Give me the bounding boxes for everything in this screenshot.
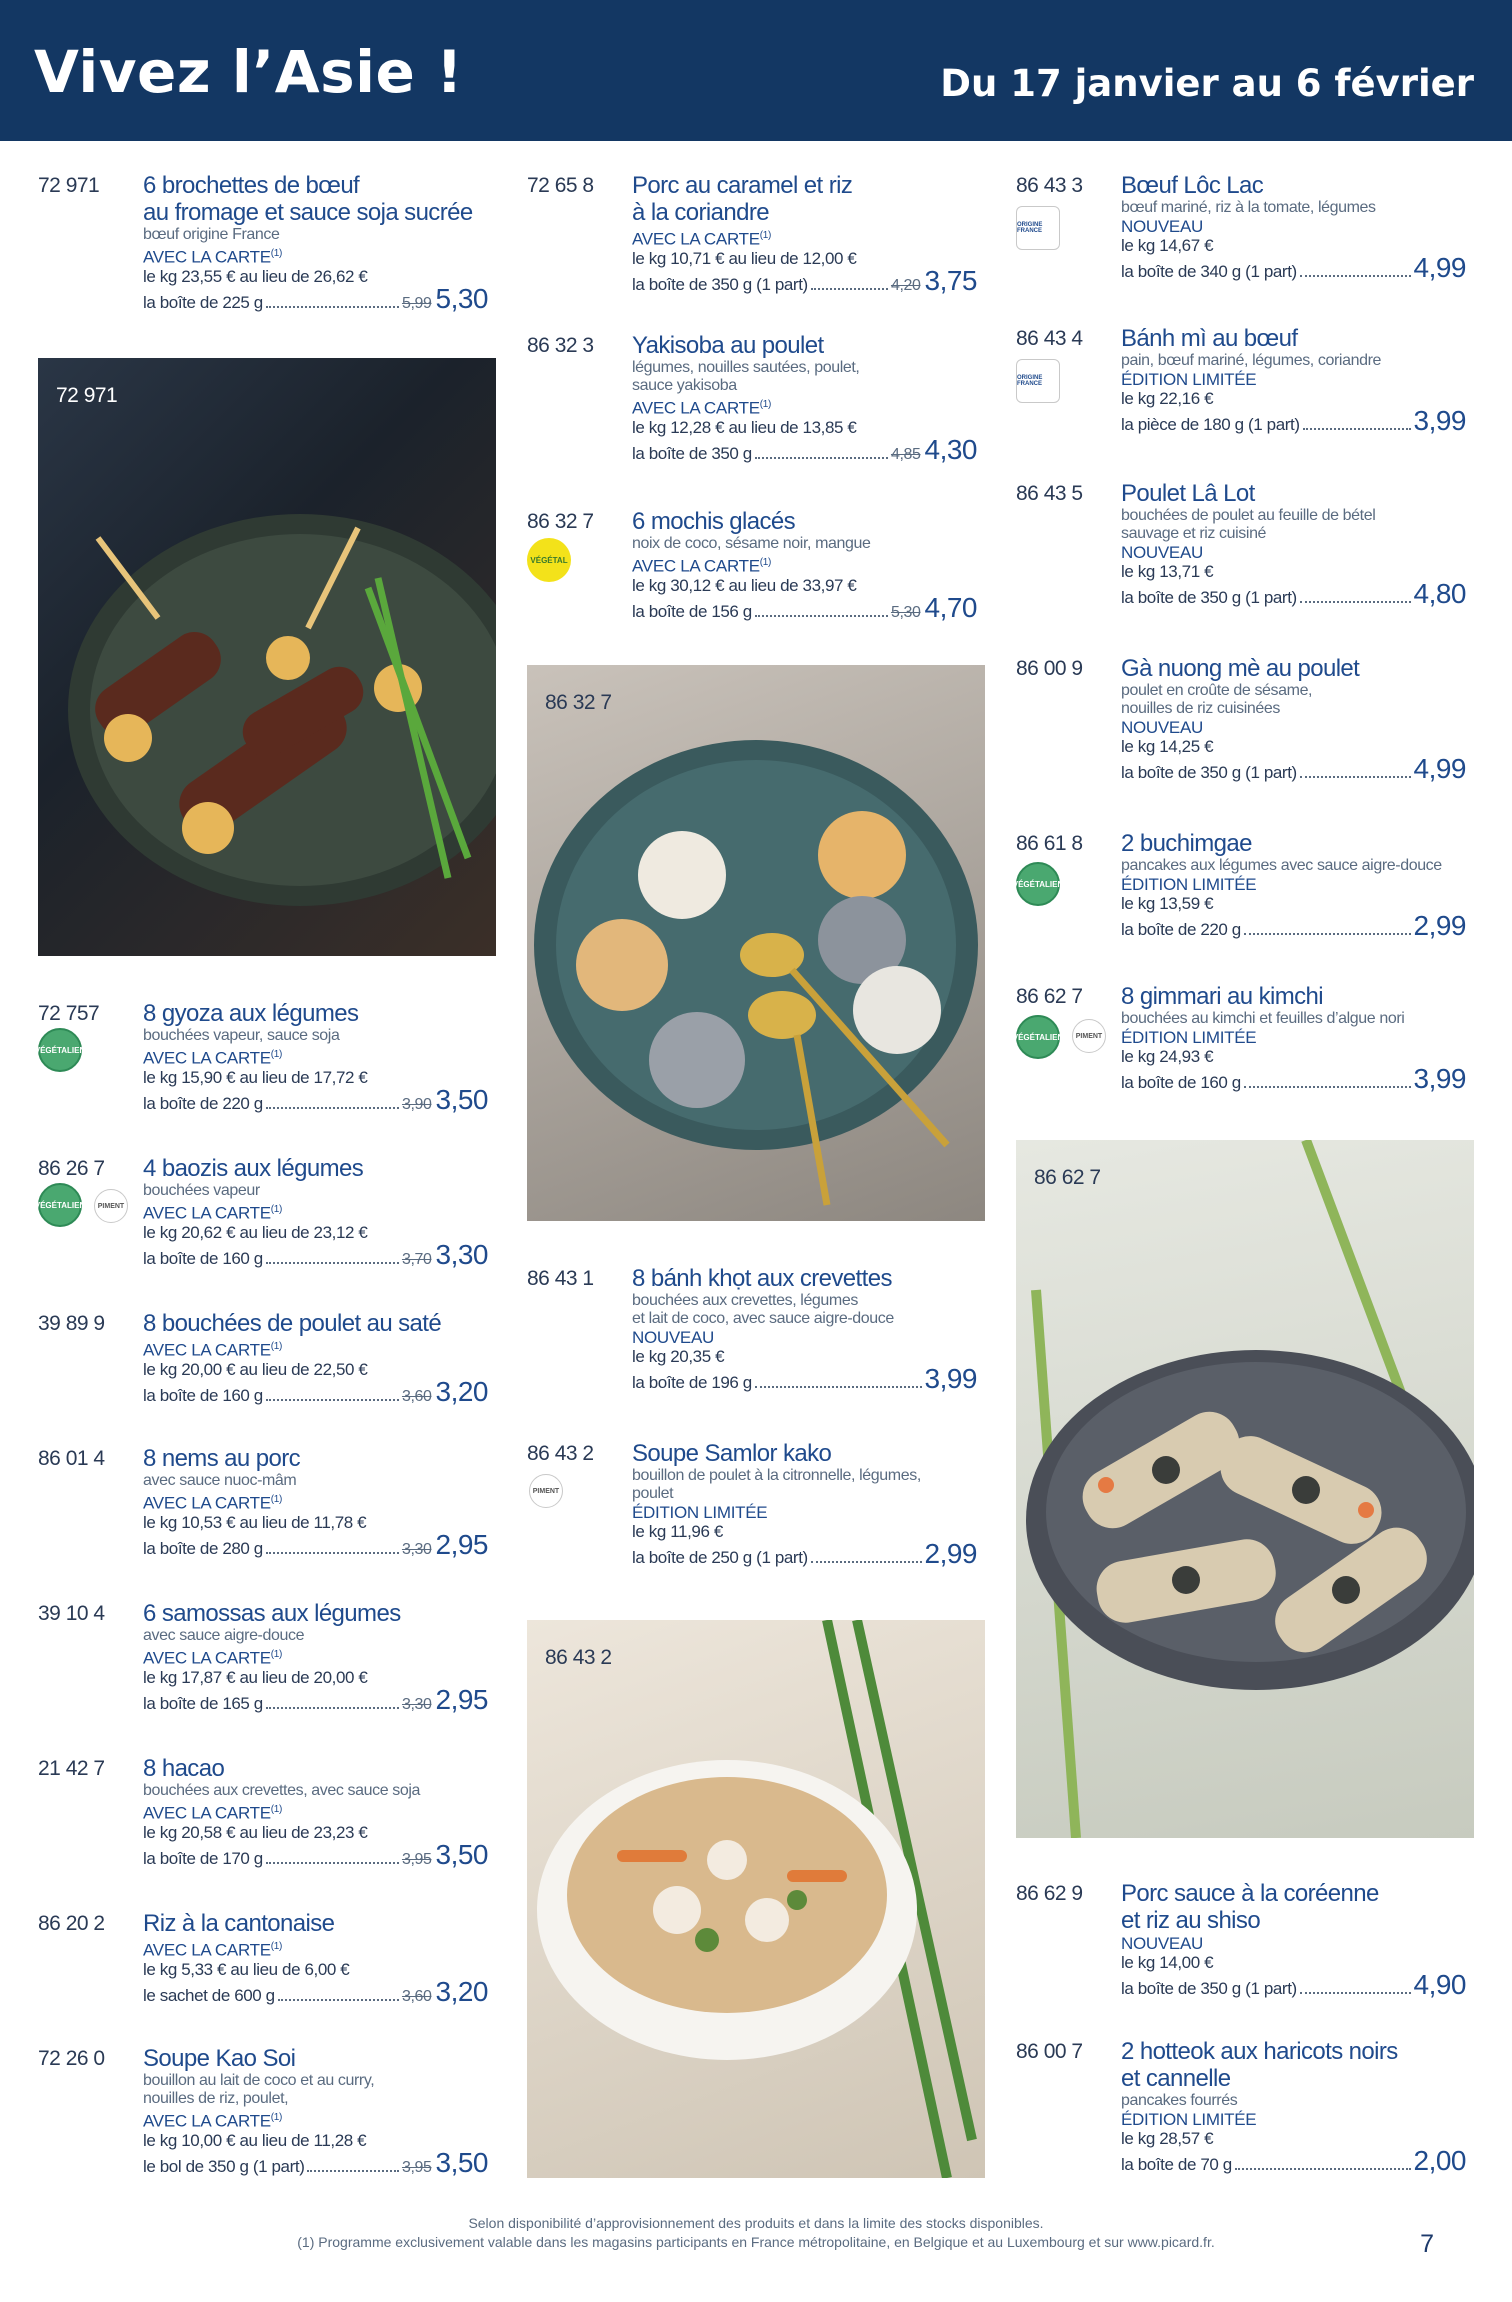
product-old-price: 4,20 (890, 276, 921, 294)
pepper-icon: PIMENT (1072, 1019, 1106, 1053)
product-price: 3,50 (435, 2146, 488, 2178)
product-price: 2,99 (1413, 910, 1466, 941)
product-old-price: 3,95 (401, 1850, 432, 1868)
product-code: 86 62 7 (1016, 985, 1083, 1008)
product-code: 86 20 2 (38, 1912, 105, 1935)
product-qty: la boîte de 340 g (1 part) (1121, 262, 1297, 281)
product-kg-price: le kg 20,58 € au lieu de 23,23 € (143, 1822, 368, 1842)
product-old-price: 3,30 (401, 1540, 432, 1558)
vegan-icon: VÉGÉTALIEN (1016, 862, 1060, 906)
product-old-price: 3,30 (401, 1695, 432, 1713)
product-price: 4,30 (924, 433, 977, 465)
product-tag: ÉDITION LIMITÉE (632, 1503, 768, 1522)
product-qty: la boîte de 250 g (1 part) (632, 1548, 808, 1567)
product-desc-2: nouilles de riz cuisinées (1121, 700, 1280, 717)
product-code: 72 971 (38, 174, 100, 197)
product-code: 86 43 4 (1016, 327, 1083, 350)
product-desc-2: nouilles de riz, poulet, (143, 2090, 289, 2107)
photo-mochis (527, 665, 985, 1221)
product-name: Yakisoba au poulet (632, 332, 824, 359)
product-code: 72 65 8 (527, 174, 594, 197)
photo-code: 86 43 2 (545, 1646, 612, 1669)
photo-code: 86 62 7 (1034, 1166, 1101, 1189)
product-name: Soupe Samlor kako (632, 1440, 832, 1467)
product-name: Gà nuong mè au poulet (1121, 655, 1360, 682)
product-price: 4,80 (1413, 578, 1466, 609)
product-kg-price: le kg 14,25 € (1121, 737, 1214, 756)
product-name-2: et cannelle (1121, 2065, 1231, 2092)
product-price: 3,30 (435, 1238, 488, 1270)
product-kg-price: le kg 10,53 € au lieu de 11,78 € (143, 1512, 367, 1532)
product-price: 3,50 (435, 1838, 488, 1870)
product-tag: AVEC LA CARTE (143, 1203, 271, 1223)
product-kg-price: le kg 14,67 € (1121, 236, 1214, 255)
product-name: 8 gyoza aux légumes (143, 1000, 359, 1027)
product-qty: la boîte de 350 g (1 part) (1121, 588, 1297, 607)
product-qty: la boîte de 225 g (143, 292, 263, 312)
product-code: 86 01 4 (38, 1447, 105, 1470)
gimmari-illustration (1016, 1140, 1474, 1838)
product-desc: bœuf origine France (143, 226, 280, 243)
product-desc-2: sauvage et riz cuisiné (1121, 525, 1267, 542)
product-qty: la boîte de 170 g (143, 1848, 263, 1868)
product-qty: la boîte de 350 g (632, 443, 752, 463)
product-code: 86 26 7 (38, 1157, 105, 1180)
product-desc-2: sauce yakisoba (632, 377, 737, 394)
pepper-icon: PIMENT (529, 1474, 563, 1508)
product-old-price: 3,60 (401, 1387, 432, 1405)
product-qty: la boîte de 160 g (143, 1385, 263, 1405)
product-desc: avec sauce nuoc-mâm (143, 1472, 297, 1489)
product-code: 39 10 4 (38, 1602, 105, 1625)
product-qty: la boîte de 196 g (632, 1373, 752, 1392)
vegetal-icon: VÉGÉTAL (527, 538, 571, 582)
product-old-price: 5,99 (401, 294, 432, 312)
product-name: Bánh mì au bœuf (1121, 325, 1298, 352)
photo-code: 86 32 7 (545, 691, 612, 714)
product-name: Poulet Lâ Lot (1121, 480, 1255, 507)
product-kg-price: le kg 13,59 € (1121, 894, 1214, 913)
product-desc: bouillon au lait de coco et au curry, (143, 2072, 375, 2089)
product-tag: NOUVEAU (632, 1328, 714, 1347)
product-tag: AVEC LA CARTE (143, 247, 271, 267)
page-header (0, 0, 1512, 141)
product-old-price: 3,90 (401, 1095, 432, 1113)
footer-program-note: (1) Programme exclusivement valable dans les magasins participants en France métropolitaine, en Belgique et au Luxembourg et sur www.picard.fr. (297, 2234, 1215, 2250)
pepper-icon: PIMENT (94, 1189, 128, 1223)
product-tag: AVEC LA CARTE (632, 398, 760, 418)
product-name: 8 nems au porc (143, 1445, 301, 1472)
product-desc: bœuf mariné, riz à la tomate, légumes (1121, 199, 1376, 216)
product-code: 86 32 3 (527, 334, 594, 357)
vegan-icon: VÉGÉTALIEN (38, 1183, 82, 1227)
origin-france-icon: ORIGINE FRANCE (1016, 206, 1060, 250)
product-tag: ÉDITION LIMITÉE (1121, 2110, 1257, 2129)
brochettes-illustration (38, 358, 496, 956)
product-code: 86 00 9 (1016, 657, 1083, 680)
product-tag: AVEC LA CARTE (143, 2111, 271, 2131)
product-tag: AVEC LA CARTE (143, 1048, 271, 1068)
product-desc: légumes, nouilles sautées, poulet, (632, 359, 860, 376)
product-name: 6 mochis glacés (632, 508, 796, 535)
product-price: 4,70 (924, 591, 977, 623)
product-name: Soupe Kao Soi (143, 2045, 296, 2072)
product-qty: la boîte de 70 g (1121, 2155, 1232, 2174)
product-name: Porc sauce à la coréenne (1121, 1880, 1379, 1907)
product-code: 86 62 9 (1016, 1882, 1083, 1905)
product-tag: AVEC LA CARTE (632, 556, 760, 576)
product-tag: NOUVEAU (1121, 217, 1203, 236)
product-code: 86 32 7 (527, 510, 594, 533)
product-name: 8 gimmari au kimchi (1121, 983, 1323, 1010)
product-qty: la boîte de 160 g (143, 1248, 263, 1268)
product-desc: pancakes aux légumes avec sauce aigre-douce (1121, 857, 1442, 874)
product-qty: le sachet de 600 g (143, 1985, 275, 2005)
product-qty: le bol de 350 g (1 part) (143, 2156, 305, 2176)
page-number: 7 (1420, 2230, 1434, 2258)
product-kg-price: le kg 20,00 € au lieu de 22,50 € (143, 1359, 368, 1379)
product-name: 2 hotteok aux haricots noirs (1121, 2038, 1398, 2065)
product-qty: la boîte de 280 g (143, 1538, 263, 1558)
product-tag: ÉDITION LIMITÉE (1121, 370, 1257, 389)
product-name: 6 brochettes de bœuf (143, 172, 360, 199)
product-old-price: 3,95 (401, 2158, 432, 2176)
product-price: 5,30 (435, 282, 488, 314)
product-tag: AVEC LA CARTE (143, 1803, 271, 1823)
product-desc: avec sauce aigre-douce (143, 1627, 305, 1644)
product-desc: bouchées aux crevettes, légumes (632, 1292, 858, 1309)
product-name-2: à la coriandre (632, 199, 770, 226)
product-desc: noix de coco, sésame noir, mangue (632, 535, 871, 552)
soupe-illustration (527, 1620, 985, 2178)
product-tag: ÉDITION LIMITÉE (1121, 1028, 1257, 1047)
product-desc: bouchées de poulet au feuille de bétel (1121, 507, 1376, 524)
photo-gimmari (1016, 1140, 1474, 1838)
product-qty: la boîte de 165 g (143, 1693, 263, 1713)
product-tag: NOUVEAU (1121, 718, 1203, 737)
product-kg-price: le kg 24,93 € (1121, 1047, 1214, 1066)
product-code: 86 43 5 (1016, 482, 1083, 505)
product-price: 3,99 (924, 1363, 977, 1394)
product-desc: pain, bœuf mariné, légumes, coriandre (1121, 352, 1381, 369)
product-tag: NOUVEAU (1121, 543, 1203, 562)
product-kg-price: le kg 30,12 € au lieu de 33,97 € (632, 575, 857, 595)
product-name: Bœuf Lôc Lac (1121, 172, 1264, 199)
product-code: 86 61 8 (1016, 832, 1083, 855)
product-qty: la boîte de 350 g (1 part) (1121, 763, 1297, 782)
product-price: 3,50 (435, 1083, 488, 1115)
product-qty: la boîte de 156 g (632, 601, 752, 621)
product-qty: la boîte de 160 g (1121, 1073, 1241, 1092)
product-code: 39 89 9 (38, 1312, 105, 1335)
product-code: 21 42 7 (38, 1757, 105, 1780)
product-qty: la boîte de 350 g (1 part) (632, 274, 808, 294)
product-qty: la boîte de 220 g (143, 1093, 263, 1113)
product-name: 8 bouchées de poulet au saté (143, 1310, 442, 1337)
product-desc: bouchées aux crevettes, avec sauce soja (143, 1782, 421, 1799)
product-name: Riz à la cantonaise (143, 1910, 335, 1937)
product-tag: AVEC LA CARTE (143, 1940, 271, 1960)
product-price: 3,20 (435, 1975, 488, 2007)
photo-brochettes (38, 358, 496, 956)
product-price: 3,20 (435, 1375, 488, 1407)
product-name: 2 buchimgae (1121, 830, 1252, 857)
product-code: 86 43 2 (527, 1442, 594, 1465)
product-price: 3,99 (1413, 405, 1466, 436)
product-tag: ÉDITION LIMITÉE (1121, 875, 1257, 894)
product-code: 72 757 (38, 1002, 100, 1025)
product-price: 4,99 (1413, 753, 1466, 784)
product-qty: la boîte de 350 g (1 part) (1121, 1979, 1297, 1998)
product-name: 6 samossas aux légumes (143, 1600, 401, 1627)
product-desc: poulet en croûte de sésame, (1121, 682, 1313, 699)
product-price: 2,95 (435, 1683, 488, 1715)
product-name: 8 hacao (143, 1755, 225, 1782)
product-price: 2,00 (1413, 2145, 1466, 2176)
product-code: 86 43 3 (1016, 174, 1083, 197)
product-name-2: au fromage et sauce soja sucrée (143, 199, 473, 226)
product-code: 72 26 0 (38, 2047, 105, 2070)
product-code: 86 43 1 (527, 1267, 594, 1290)
product-price: 2,95 (435, 1528, 488, 1560)
photo-soupe (527, 1620, 985, 2178)
product-kg-price: le kg 15,90 € au lieu de 17,72 € (143, 1067, 368, 1087)
product-kg-price: le kg 20,62 € au lieu de 23,12 € (143, 1222, 368, 1242)
product-name: 8 bánh khọt aux crevettes (632, 1265, 892, 1292)
product-desc: bouchées vapeur, sauce soja (143, 1027, 340, 1044)
product-desc: pancakes fourrés (1121, 2092, 1238, 2109)
product-kg-price: le kg 20,35 € (632, 1347, 725, 1366)
product-tag: NOUVEAU (1121, 1934, 1203, 1953)
product-kg-price: le kg 28,57 € (1121, 2129, 1214, 2148)
product-qty: la boîte de 220 g (1121, 920, 1241, 939)
vegan-icon: VÉGÉTALIEN (1016, 1015, 1060, 1059)
origin-france-icon: ORIGINE FRANCE (1016, 359, 1060, 403)
product-desc: bouchées vapeur (143, 1182, 260, 1199)
product-desc-2: poulet (632, 1485, 674, 1502)
product-old-price: 3,70 (401, 1250, 432, 1268)
product-old-price: 5,30 (890, 603, 921, 621)
product-name: Porc au caramel et riz (632, 172, 853, 199)
product-kg-price: le kg 17,87 € au lieu de 20,00 € (143, 1667, 368, 1687)
product-price: 3,75 (924, 264, 977, 296)
product-kg-price: le kg 14,00 € (1121, 1953, 1214, 1972)
product-tag: AVEC LA CARTE (143, 1340, 271, 1360)
product-name-2: et riz au shiso (1121, 1907, 1261, 1934)
product-tag: AVEC LA CARTE (143, 1493, 271, 1513)
product-kg-price: le kg 12,28 € au lieu de 13,85 € (632, 417, 857, 437)
product-kg-price: le kg 10,71 € au lieu de 12,00 € (632, 248, 857, 268)
mochis-illustration (527, 665, 985, 1221)
product-price: 4,90 (1413, 1969, 1466, 2000)
product-desc: bouchées au kimchi et feuilles d’algue nori (1121, 1010, 1405, 1027)
product-price: 4,99 (1413, 252, 1466, 283)
product-qty: la pièce de 180 g (1 part) (1121, 415, 1300, 434)
product-kg-price: le kg 10,00 € au lieu de 11,28 € (143, 2130, 367, 2150)
product-code: 86 00 7 (1016, 2040, 1083, 2063)
vegan-icon: VÉGÉTALIEN (38, 1028, 82, 1072)
product-kg-price: le kg 5,33 € au lieu de 6,00 € (143, 1959, 350, 1979)
product-tag: AVEC LA CARTE (143, 1648, 271, 1668)
promo-dates: Du 17 janvier au 6 février (940, 62, 1474, 105)
product-name: 4 baozis aux légumes (143, 1155, 364, 1182)
product-kg-price: le kg 11,96 € (632, 1522, 723, 1541)
product-desc: bouillon de poulet à la citronnelle, légumes, (632, 1467, 921, 1484)
page-title: Vivez l’Asie ! (34, 38, 464, 106)
product-tag: AVEC LA CARTE (632, 229, 760, 249)
product-desc-2: et lait de coco, avec sauce aigre-douce (632, 1310, 894, 1327)
product-kg-price: le kg 23,55 € au lieu de 26,62 € (143, 266, 368, 286)
product-old-price: 3,60 (401, 1987, 432, 2005)
footer-availability-note: Selon disponibilité d’approvisionnement des produits et dans la limite des stocks disponibles. (468, 2215, 1044, 2231)
product-price: 2,99 (924, 1538, 977, 1569)
product-old-price: 4,85 (890, 445, 921, 463)
product-kg-price: le kg 22,16 € (1121, 389, 1214, 408)
photo-code: 72 971 (56, 384, 118, 407)
product-price: 3,99 (1413, 1063, 1466, 1094)
product-kg-price: le kg 13,71 € (1121, 562, 1214, 581)
